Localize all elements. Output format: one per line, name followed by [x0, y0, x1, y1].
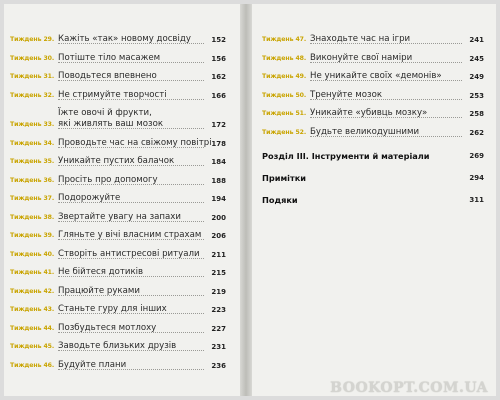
week-label: Тиждень 38.	[10, 213, 55, 221]
entry-title: Уникайте пустих балачок	[58, 156, 175, 166]
week-label: Тиждень 40.	[10, 250, 55, 258]
entry-title: Просіть про допомогу	[58, 174, 158, 185]
leader-dots	[310, 62, 462, 63]
entry-title: Станьте гуру для інших	[58, 304, 167, 314]
toc-entry	[4, 53, 240, 68]
leader-dots	[58, 258, 204, 259]
book-gutter	[240, 4, 252, 396]
toc-entry	[252, 34, 496, 49]
entry-title: Звертайте увагу на запахи	[58, 211, 181, 222]
page-number: 223	[211, 306, 226, 314]
leader-dots	[58, 239, 204, 240]
leader-dots	[58, 350, 204, 351]
page-number: 269	[469, 152, 484, 160]
toc-entry	[4, 156, 240, 171]
toc-entry	[4, 323, 240, 338]
week-label: Тиждень 47.	[262, 36, 307, 43]
page-number: 200	[211, 213, 226, 222]
week-label: Тиждень 48.	[262, 54, 307, 62]
page-number: 245	[469, 54, 484, 63]
week-label: Тиждень 44.	[10, 324, 55, 332]
toc-entry	[4, 34, 240, 49]
leader-dots	[310, 43, 462, 44]
entry-title: Заводьте близьких друзів	[58, 341, 177, 351]
page-number: 262	[469, 128, 484, 137]
page-number: 178	[211, 139, 226, 148]
leader-dots	[58, 147, 204, 148]
page-number: 215	[211, 269, 226, 277]
entry-title: Потіште тіло масажем	[58, 52, 161, 63]
page-number: 227	[211, 324, 226, 333]
page-number: 162	[211, 73, 226, 81]
page-number: 194	[211, 195, 226, 203]
entry-title: Будьте великодушними	[310, 126, 420, 137]
leader-dots	[310, 80, 462, 81]
toc-entry	[252, 127, 496, 142]
page-number: 206	[211, 232, 226, 240]
week-label: Тиждень 43.	[10, 306, 55, 313]
toc-entry	[4, 193, 240, 208]
entry-title: Виконуйте свої наміри	[310, 52, 413, 63]
entry-title: Будуйте плани	[58, 359, 127, 370]
week-label: Тиждень 45.	[10, 343, 55, 350]
entry-title: Знаходьте час на ігри	[310, 34, 411, 44]
week-label: Тиждень 46.	[10, 361, 55, 369]
page-number: 231	[211, 343, 226, 351]
toc-entry	[4, 108, 240, 134]
toc-entry	[252, 90, 496, 105]
toc-entry	[4, 90, 240, 105]
toc-entry	[4, 230, 240, 245]
section-title: Розділ III. Інструменти й матеріали	[262, 151, 430, 161]
leader-dots	[58, 165, 204, 166]
leader-dots	[58, 128, 204, 129]
week-label: Тиждень 41.	[10, 269, 55, 276]
toc-entry	[4, 341, 240, 356]
toc-entry	[4, 71, 240, 86]
week-label: Тиждень 39.	[10, 232, 55, 239]
page-number: 184	[211, 158, 226, 166]
page-number: 253	[469, 91, 484, 100]
leader-dots	[58, 332, 204, 333]
page-number: 236	[211, 361, 226, 370]
leader-dots	[58, 295, 204, 296]
toc-entry	[252, 53, 496, 68]
page-number: 172	[211, 121, 226, 129]
section-entry	[252, 195, 496, 211]
entry-title: Поводьтеся впевнено	[58, 71, 157, 81]
section-entry	[252, 151, 496, 167]
week-label: Тиждень 36.	[10, 176, 55, 184]
left-page	[4, 4, 240, 396]
leader-dots	[58, 99, 204, 100]
entry-title: Подорожуйте	[58, 193, 121, 203]
page-number: 241	[469, 36, 484, 44]
watermark: BOOKOPT.COM.UA	[330, 380, 488, 396]
toc-entry	[4, 360, 240, 375]
week-label: Тиждень 49.	[262, 73, 307, 80]
toc-entry	[4, 267, 240, 282]
week-label: Тиждень 37.	[10, 195, 55, 202]
week-label: Тиждень 34.	[10, 139, 55, 147]
entry-title: Не бійтеся дотиків	[58, 267, 144, 277]
right-page	[252, 4, 496, 396]
leader-dots	[58, 276, 204, 277]
page-number: 294	[469, 174, 484, 182]
leader-dots	[58, 313, 204, 314]
week-label: Тиждень 33.	[10, 121, 55, 128]
leader-dots	[58, 80, 204, 81]
entry-title: Позбудьтеся мотлоху	[58, 322, 157, 333]
page-number: 156	[211, 54, 226, 63]
toc-entry	[252, 108, 496, 123]
week-label: Тиждень 52.	[262, 128, 307, 136]
leader-dots	[58, 369, 204, 370]
page-number: 188	[211, 176, 226, 185]
page-number: 211	[211, 250, 226, 259]
entry-title: Їжте овочі й фрукти,	[58, 108, 152, 118]
page-number: 311	[469, 196, 484, 204]
week-label: Тиждень 35.	[10, 158, 55, 165]
leader-dots	[310, 117, 462, 118]
leader-dots	[310, 136, 462, 137]
leader-dots	[310, 99, 462, 100]
toc-entry	[252, 71, 496, 86]
leader-dots	[58, 43, 204, 44]
week-label: Тиждень 51.	[262, 110, 307, 117]
entry-title: Працюйте руками	[58, 285, 140, 296]
toc-entry	[4, 138, 240, 153]
leader-dots	[58, 62, 204, 63]
entry-title: Уникайте «убивць мозку»	[310, 108, 428, 118]
leader-dots	[58, 184, 204, 185]
entry-title: Не уникайте своїх «демонів»	[310, 71, 442, 81]
page-number: 258	[469, 110, 484, 118]
leader-dots	[58, 221, 204, 222]
week-label: Тиждень 30.	[10, 54, 55, 62]
week-label: Тиждень 32.	[10, 91, 55, 99]
leader-dots	[58, 202, 204, 203]
entry-title: Тренуйте мозок	[310, 89, 383, 100]
toc-entry	[4, 212, 240, 227]
entry-title: Не стримуйте творчості	[58, 89, 167, 100]
page-number: 219	[211, 287, 226, 296]
entry-title: які живлять ваш мозок	[58, 119, 164, 129]
toc-entry	[4, 304, 240, 319]
toc-entry	[4, 175, 240, 190]
entry-title: Кажіть «так» новому досвіду	[58, 34, 191, 44]
section-title: Подяки	[262, 195, 298, 205]
week-label: Тиждень 50.	[262, 91, 307, 99]
entry-title: Гляньте у вічі власним страхам	[58, 230, 202, 240]
entry-title: Проводьте час на свіжому повітрі	[58, 137, 212, 148]
page-number: 249	[469, 73, 484, 81]
page-number: 152	[211, 36, 226, 44]
week-label: Тиждень 42.	[10, 287, 55, 295]
entry-title: Створіть антистресові ритуали	[58, 248, 200, 259]
section-title: Примітки	[262, 173, 306, 183]
week-label: Тиждень 29.	[10, 36, 55, 43]
section-entry	[252, 173, 496, 189]
page-number: 166	[211, 91, 226, 100]
toc-entry	[4, 249, 240, 264]
week-label: Тиждень 31.	[10, 73, 55, 80]
toc-entry	[4, 286, 240, 301]
